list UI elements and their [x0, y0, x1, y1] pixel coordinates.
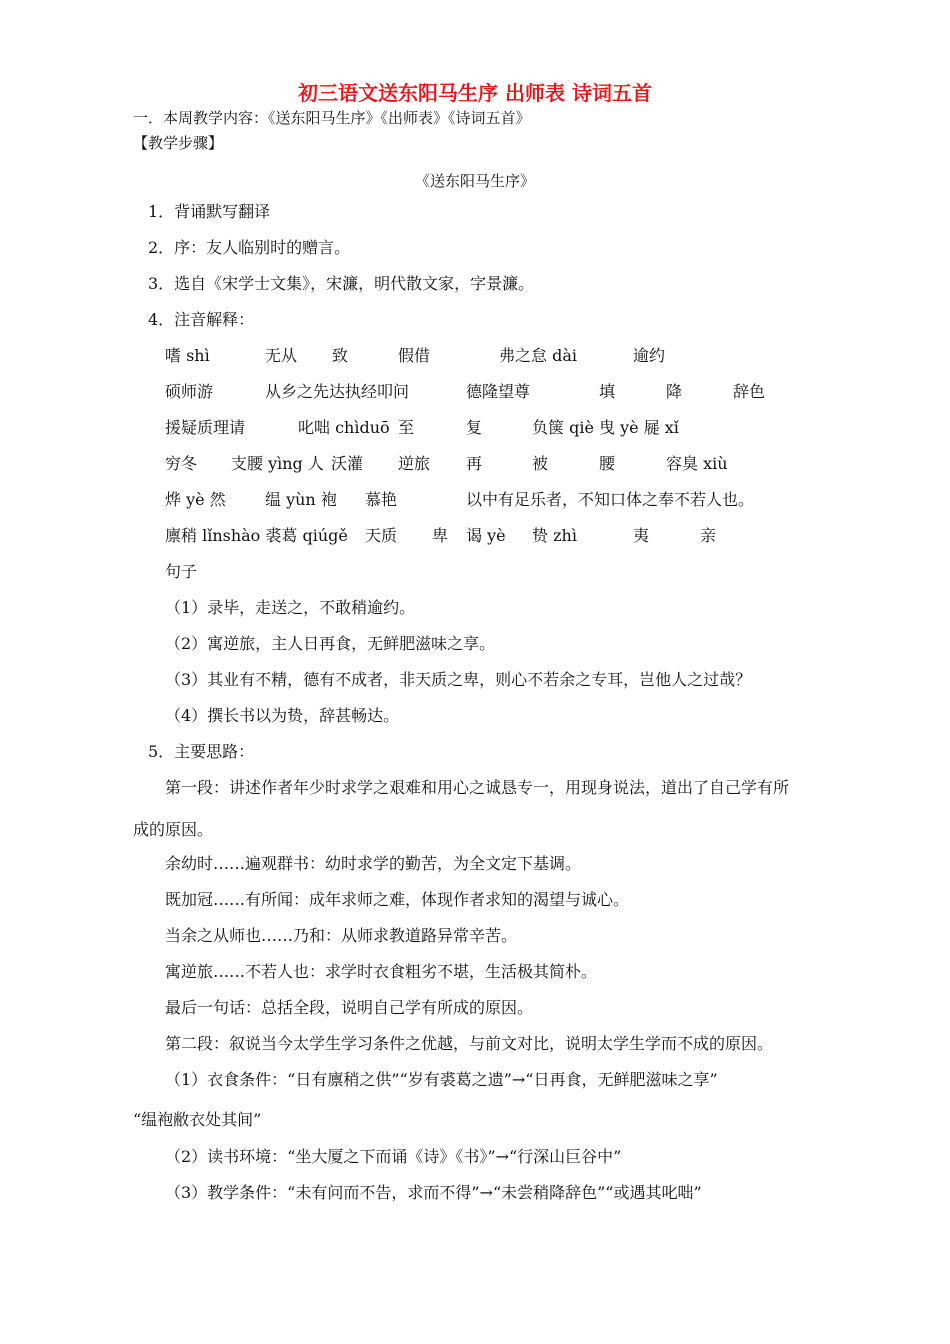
vocab-term: 慕艳 — [365, 490, 398, 509]
vocab-term: 德隆望尊 — [466, 382, 531, 401]
condition-item: （3）教学条件：“未有问而不告，求而不得”→“未尝稍降辞色”“或遇其叱咄” — [165, 1183, 702, 1202]
outline-point: 余幼时……遍观群书：幼时求学的勤苦，为全文定下基调。 — [165, 854, 582, 873]
vocab-term: 腰 — [599, 454, 616, 473]
vocab-term: 辞色 — [733, 382, 766, 401]
sentence-item: （4）撰长书以为贽，辞甚畅达。 — [165, 706, 400, 725]
vocab-term: 天质 — [365, 526, 398, 545]
paragraph-one-line: 成的原因。 — [133, 820, 214, 839]
section-title: 《送东阳马生序》 — [414, 172, 535, 190]
vocab-term: 廪稍 lǐnshào 裘葛 qiúgě — [165, 526, 348, 545]
vocab-term: 致 — [332, 346, 349, 365]
outline-point: 最后一句话：总括全段，说明自己学有所成的原因。 — [165, 998, 534, 1017]
vocab-term: 无从 — [265, 346, 298, 365]
vocab-term: 复 — [466, 418, 483, 437]
vocab-term: 被 — [532, 454, 549, 473]
vocab-term: 沃灌 — [331, 454, 364, 473]
condition-item-continuation: “缊袍敝衣处其间” — [133, 1110, 262, 1129]
vocab-term: 负箧 qiè 曳 yè 屣 xǐ — [532, 418, 679, 437]
vocab-term: 卑 — [432, 526, 449, 545]
vocab-term: 以中有足乐者，不知口体之奉不若人也。 — [466, 490, 755, 509]
outline-point: 当余之从师也……乃和：从师求教道路异常辛苦。 — [165, 926, 518, 945]
list-item: 1．背诵默写翻译 — [148, 202, 271, 221]
vocab-term: 夷 — [633, 526, 650, 545]
vocab-term: 至 — [398, 418, 415, 437]
outline-point: 寓逆旅……不若人也：求学时衣食粗劣不堪，生活极其简朴。 — [165, 962, 598, 981]
sentence-item: （3）其业有不精，德有不成者，非天质之卑，则心不若余之专耳，岂他人之过哉？ — [165, 670, 752, 689]
vocab-term: 逆旅 — [398, 454, 431, 473]
vocab-term: 降 — [666, 382, 683, 401]
vocab-term: 烨 yè 然 — [165, 490, 226, 509]
vocab-term: 谒 yè — [466, 526, 506, 545]
vocab-term: 逾约 — [633, 346, 666, 365]
vocab-term: 支腰 yìng 人 — [231, 454, 324, 473]
list-item: 3．选自《宋学士文集》，宋濂，明代散文家，字景濂。 — [148, 274, 535, 293]
list-item: 4．注音解释： — [148, 310, 255, 329]
condition-item: （2）读书环境：“坐大厦之下而诵《诗》《书》”→“行深山巨谷中” — [165, 1147, 622, 1166]
paragraph-one-line: 第一段：讲述作者年少时求学之艰难和用心之诚恳专一，用现身说法，道出了自己学有所 — [165, 778, 790, 797]
list-item: 2．序：友人临别时的赠言。 — [148, 238, 351, 257]
vocab-term: 贽 zhì — [532, 526, 577, 545]
condition-item: （1）衣食条件：“日有廪稍之供”“岁有裘葛之遗”→“日再食，无鲜肥滋味之享” — [165, 1070, 718, 1089]
list-item: 5．主要思路： — [148, 742, 255, 761]
vocab-term: 叱咄 chìduō — [298, 418, 390, 437]
sentences-label: 句子 — [165, 562, 198, 581]
sentence-item: （2）寓逆旅，主人日再食，无鲜肥滋味之享。 — [165, 634, 496, 653]
vocab-term: 穷冬 — [165, 454, 198, 473]
vocab-term: 援疑质理请 — [165, 418, 246, 437]
sentence-item: （1）录毕，走送之，不敢稍逾约。 — [165, 598, 416, 617]
weekly-content-line: 一．本周教学内容：《送东阳马生序》《出师表》《诗词五首》 — [133, 109, 531, 127]
vocab-term: 假借 — [398, 346, 431, 365]
vocab-term: 填 — [599, 382, 616, 401]
vocab-term: 硕师游 — [165, 382, 214, 401]
vocab-term: 从乡之先达执经叩问 — [265, 382, 410, 401]
vocab-term: 缊 yùn 袍 — [265, 490, 337, 509]
vocab-term: 弗之怠 dài — [499, 346, 577, 365]
vocab-term: 嗜 shì — [165, 346, 210, 365]
outline-point: 既加冠……有所闻：成年求师之难，体现作者求知的渴望与诚心。 — [165, 890, 630, 909]
document-title: 初三语文送东阳马生序 出师表 诗词五首 — [298, 81, 652, 105]
vocab-term: 亲 — [700, 526, 717, 545]
teaching-steps-heading: 【教学步骤】 — [133, 134, 224, 152]
vocab-term: 容臭 xiù — [666, 454, 728, 473]
paragraph-two: 第二段：叙说当今太学生学习条件之优越，与前文对比，说明太学生学而不成的原因。 — [165, 1034, 774, 1053]
vocab-term: 再 — [466, 454, 483, 473]
